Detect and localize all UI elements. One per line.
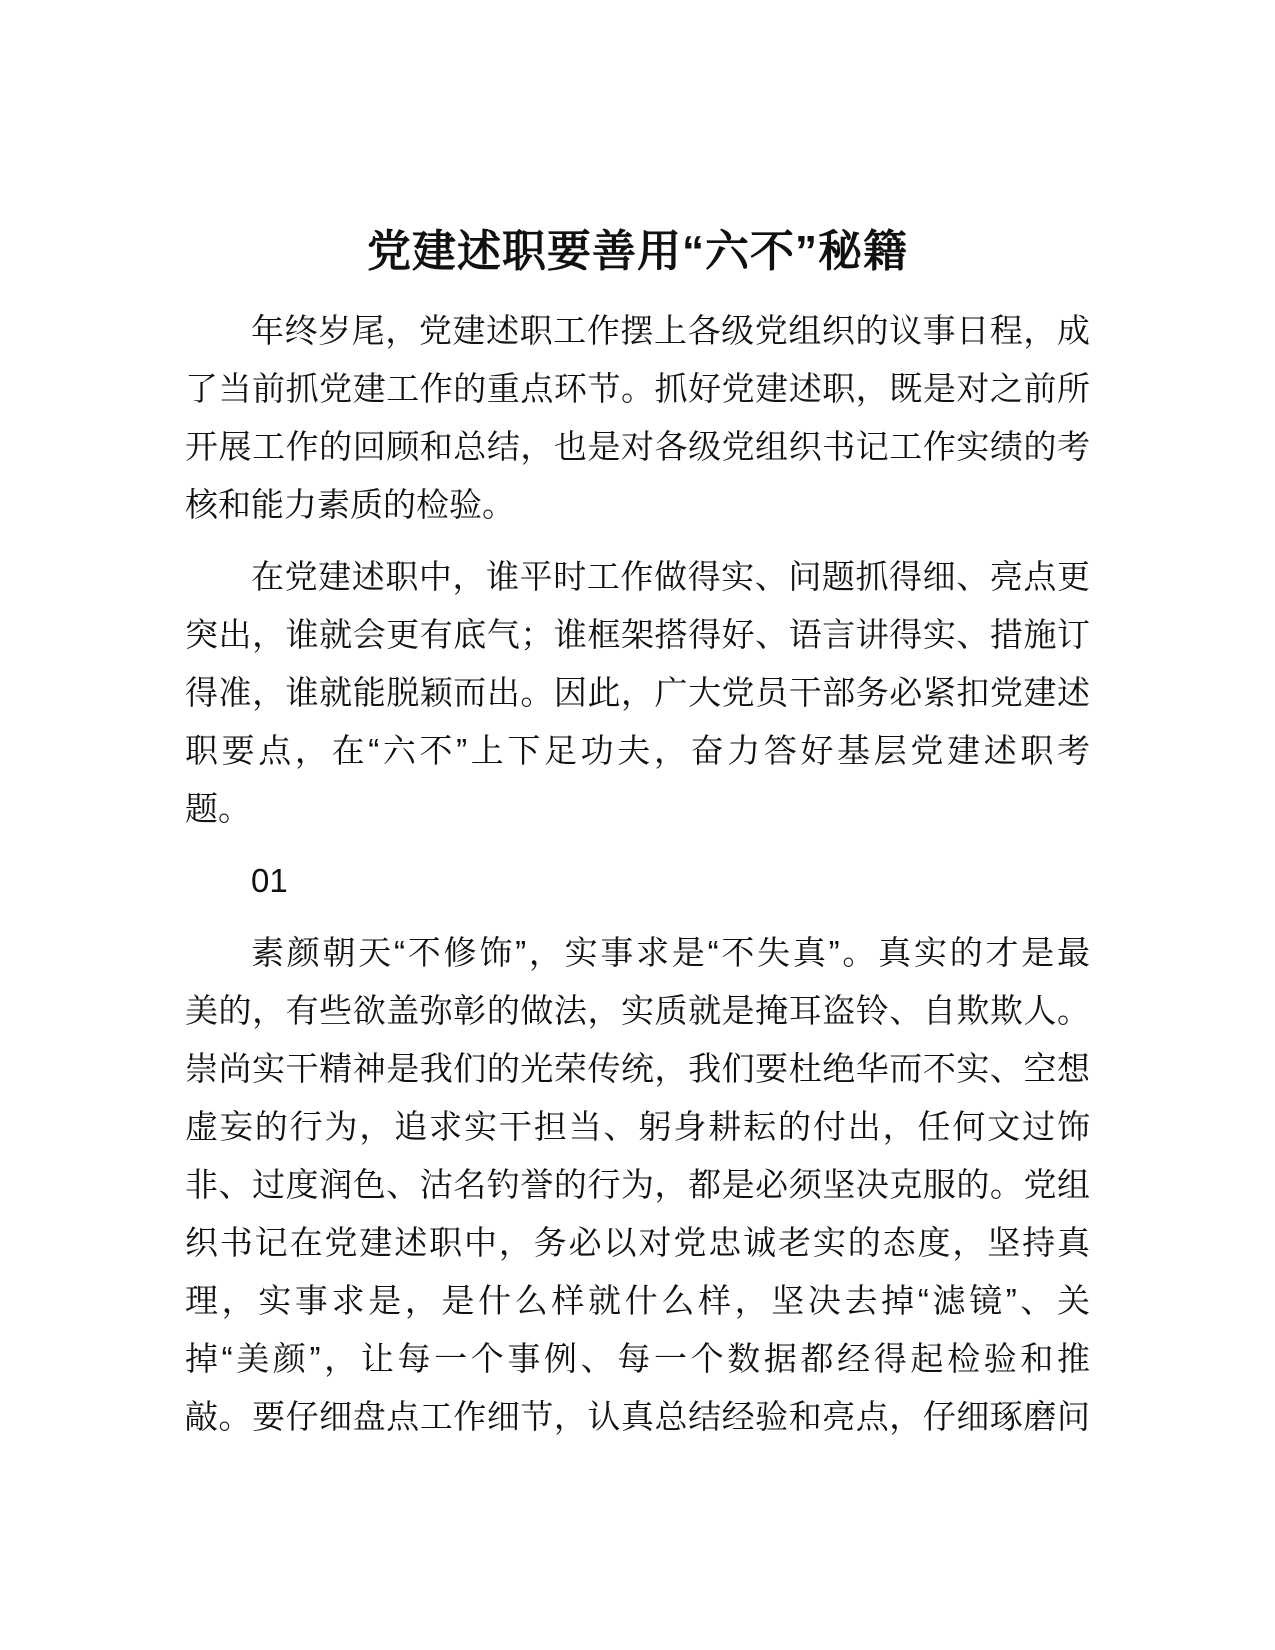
paragraph-line: 开展工作的回顾和总结，也是对各级党组织书记工作实绩的考 bbox=[185, 428, 1090, 465]
paragraph-line: 掉“美颜”，让每一个事例、每一个数据都经得起检验和推 bbox=[185, 1340, 1090, 1377]
paragraph-line: 理，实事求是，是什么样就什么样，坚决去掉“滤镜”、关 bbox=[185, 1282, 1090, 1319]
paragraph-line: 织书记在党建述职中，务必以对党忠诚老实的态度，坚持真 bbox=[185, 1224, 1090, 1261]
paragraph-line: 素颜朝天“不修饰”，实事求是“不失真”。真实的才是最 bbox=[251, 934, 1090, 971]
paragraph-overview bbox=[185, 548, 1090, 838]
paragraph-intro bbox=[185, 302, 1090, 534]
section-number: 01 bbox=[251, 862, 288, 899]
paragraph-line: 年终岁尾，党建述职工作摆上各级党组织的议事日程，成 bbox=[251, 312, 1090, 349]
paragraph-line: 非、过度润色、沽名钓誉的行为，都是必须坚决克服的。党组 bbox=[185, 1166, 1090, 1203]
paragraph-line: 突出，谁就会更有底气；谁框架搭得好、语言讲得实、措施订 bbox=[185, 616, 1090, 653]
paragraph-line: 得准，谁就能脱颖而出。因此，广大党员干部务必紧扣党建述 bbox=[185, 674, 1090, 711]
paragraph-line: 敲。要仔细盘点工作细节，认真总结经验和亮点，仔细琢磨问 bbox=[185, 1398, 1090, 1435]
paragraph-line: 核和能力素质的检验。 bbox=[185, 486, 515, 523]
paragraph-section-01 bbox=[185, 924, 1090, 1446]
paragraph-line: 题。 bbox=[185, 790, 251, 827]
paragraph-line: 在党建述职中，谁平时工作做得实、问题抓得细、亮点更 bbox=[251, 558, 1090, 595]
paragraph-line: 美的，有些欲盖弥彰的做法，实质就是掩耳盗铃、自欺欺人。 bbox=[185, 992, 1090, 1029]
document-title: 党建述职要善用“六不”秘籍 bbox=[367, 227, 908, 276]
paragraph-line: 了当前抓党建工作的重点环节。抓好党建述职，既是对之前所 bbox=[185, 370, 1090, 407]
paragraph-line: 虚妄的行为，追求实干担当、躬身耕耘的付出，任何文过饰 bbox=[185, 1108, 1090, 1145]
paragraph-line: 职要点，在“六不”上下足功夫，奋力答好基层党建述职考 bbox=[185, 732, 1090, 769]
paragraph-line: 崇尚实干精神是我们的光荣传统，我们要杜绝华而不实、空想 bbox=[185, 1050, 1090, 1087]
